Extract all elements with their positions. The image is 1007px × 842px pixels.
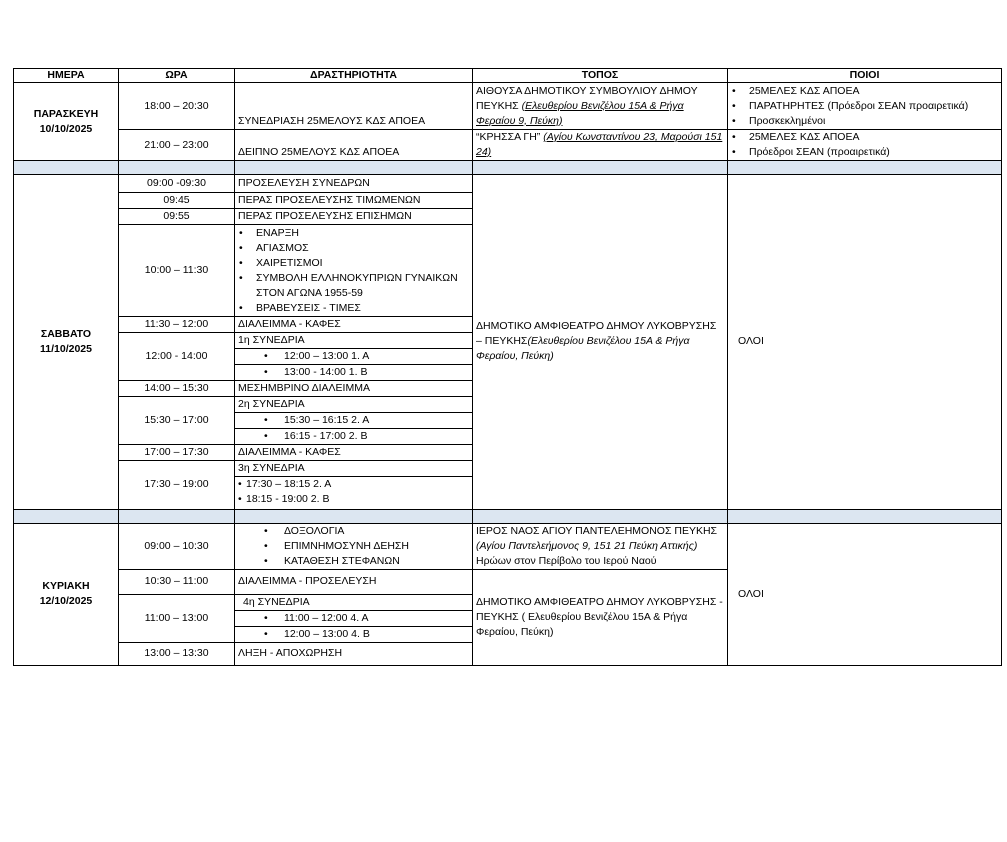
activity-cell xyxy=(235,225,473,317)
table-row xyxy=(14,175,1002,193)
time-cell: 11:00 – 13:00 xyxy=(119,594,235,642)
time-cell: 17:30 – 19:00 xyxy=(119,461,235,510)
list-item: • 11:00 – 12:00 4. Α xyxy=(238,611,469,626)
time-cell: 17:00 – 17:30 xyxy=(119,445,235,461)
list-item: • ΔΟΞΟΛΟΓΙΑ xyxy=(238,524,469,539)
session-item xyxy=(235,429,473,445)
place-note: Ηρώων στον Περίβολο του Ιερού Ναού xyxy=(476,554,657,567)
activity-cell: ΣΥΝΕΔΡΙΑΣΗ 25ΜΕΛΟΥΣ ΚΔΣ ΑΠΟΕΑ xyxy=(235,83,473,130)
list-item: • 12:00 – 13:00 4. Β xyxy=(238,627,469,642)
list-item: • ΣΥΜΒΟΛΗ ΕΛΛΗΝΟΚΥΠΡΙΩΝ ΓΥΝΑΙΚΩΝ ΣΤΟΝ ΑΓΩΝΑ 1955-59 xyxy=(238,271,469,301)
time-cell: 18:00 – 20:30 xyxy=(119,83,235,130)
place-address: (Αγίου Παντελεήμονος 9, 151 21 Πεύκη Αττικής) xyxy=(476,539,698,552)
session-item xyxy=(235,626,473,642)
session-title: 3η ΣΥΝΕΔΡΙΑ xyxy=(235,461,473,477)
day-name: ΠΑΡΑΣΚΕΥΗ xyxy=(33,107,99,120)
place-address: (Αγίου Κωνσταντίνου 23, Μαρούσι 151 24) xyxy=(476,131,723,158)
session-title: 2η ΣΥΝΕΔΡΙΑ xyxy=(235,397,473,413)
session-item xyxy=(235,349,473,365)
list-item: • ΕΝΑΡΞΗ xyxy=(238,226,469,241)
activity-cell: ΔΙΑΛΕΙΜΜΑ - ΠΡΟΣΕΛΕΥΣΗ xyxy=(235,569,473,594)
session-title: 1η ΣΥΝΕΔΡΙΑ xyxy=(235,333,473,349)
list-item: • ΒΡΑΒΕΥΣΕΙΣ - ΤΙΜΕΣ xyxy=(238,301,469,316)
list-item: • ΠΑΡΑΤΗΡΗΤΕΣ (Πρόεδροι ΣΕΑΝ προαιρετικά) xyxy=(731,99,998,114)
list-item: • ΕΠΙΜΝΗΜΟΣΥΝΗ ΔΕΗΣΗ xyxy=(238,539,469,554)
who-cell: ΟΛΟΙ xyxy=(728,523,1002,665)
activity-cell: ΔΙΑΛΕΙΜΜΑ - ΚΑΦΕΣ xyxy=(235,445,473,461)
time-cell: 10:00 – 11:30 xyxy=(119,225,235,317)
list-item: • 18:15 - 19:00 2. Β xyxy=(238,492,469,507)
time-cell: 09:00 -09:30 xyxy=(119,175,235,193)
header-place: ΤΟΠΟΣ xyxy=(473,69,728,83)
time-cell: 10:30 – 11:00 xyxy=(119,569,235,594)
table-row xyxy=(14,83,1002,130)
session-item xyxy=(235,477,473,493)
separator-row xyxy=(14,509,1002,523)
place-cell xyxy=(473,523,728,569)
activity-cell: ΜΕΣΗΜΒΡΙΝΟ ΔΙΑΛΕΙΜΜΑ xyxy=(235,381,473,397)
activity-cell: ΛΗΞΗ - ΑΠΟΧΩΡΗΣΗ xyxy=(235,642,473,665)
day-name: ΣΑΒΒΑΤΟ xyxy=(40,327,92,340)
time-cell: 13:00 – 13:30 xyxy=(119,642,235,665)
list-item: • Προσκεκλημένοι xyxy=(731,114,998,129)
header-who: ΠΟΙΟΙ xyxy=(728,69,1002,83)
list-item: • 25ΜΕΛΕΣ ΚΔΣ ΑΠΟΕΑ xyxy=(731,130,998,145)
table-row xyxy=(14,130,1002,161)
place-name: “ΚΡΗΣΣΑ ΓΗ” xyxy=(476,131,541,143)
list-item: • 13:00 - 14:00 1. Β xyxy=(238,365,469,380)
who-cell: ΟΛΟΙ xyxy=(728,175,1002,510)
list-item: • Πρόεδροι ΣΕΑΝ (προαιρετικά) xyxy=(731,145,998,160)
header-row xyxy=(14,69,1002,83)
time-cell: 09:55 xyxy=(119,209,235,225)
time-cell: 12:00 - 14:00 xyxy=(119,333,235,381)
time-cell: 09:00 – 10:30 xyxy=(119,523,235,569)
place-name: ΑΙΘΟΥΣΑ ΔΗΜΟΤΙΚΟΥ ΣΥΜΒΟΥΛΙΟΥ ΔΗΜΟΥ ΠΕΥΚΗΣ xyxy=(476,84,698,112)
day-date: 10/10/2025 xyxy=(39,122,93,135)
list-item: • ΧΑΙΡΕΤΙΣΜΟΙ xyxy=(238,256,469,271)
header-time: ΩΡΑ xyxy=(119,69,235,83)
list-item: • ΚΑΤΑΘΕΣΗ ΣΤΕΦΑΝΩΝ xyxy=(238,554,469,569)
day-date: 12/10/2025 xyxy=(39,595,93,607)
session-title: 4η ΣΥΝΕΔΡΙΑ xyxy=(235,594,473,610)
activity-cell: ΔΕΙΠΝΟ 25ΜΕΛΟΥΣ ΚΔΣ ΑΠΟΕΑ xyxy=(235,130,473,161)
place-address: (Ελευθερίου Βενιζέλου 15Α & Ρήγα Φεραίου, Πεύκη) xyxy=(476,335,690,363)
activity-cell: ΠΡΟΣΕΛΕΥΣΗ ΣΥΝΕΔΡΩΝ xyxy=(235,175,473,193)
place-cell xyxy=(473,130,728,161)
who-cell xyxy=(728,83,1002,130)
place-cell xyxy=(473,83,728,130)
session-item xyxy=(235,610,473,626)
list-item: • 12:00 – 13:00 1. Α xyxy=(238,349,469,364)
opening-list xyxy=(238,226,469,316)
list-item: • 15:30 – 16:15 2. Α xyxy=(238,413,469,428)
day-cell-saturday xyxy=(14,175,119,510)
activity-cell: ΔΙΑΛΕΙΜΜΑ - ΚΑΦΕΣ xyxy=(235,317,473,333)
place-cell xyxy=(473,175,728,510)
time-cell: 14:00 – 15:30 xyxy=(119,381,235,397)
who-list xyxy=(731,84,998,129)
time-cell: 21:00 – 23:00 xyxy=(119,130,235,161)
day-name: ΚΥΡΙΑΚΗ xyxy=(42,580,90,592)
place-cell: ΔΗΜΟΤΙΚΟ ΑΜΦΙΘΕΑΤΡΟ ΔΗΜΟΥ ΛΥΚΟΒΡΥΣΗΣ - ΠΕΥΚΗΣ ( Ελευθερίου Βενιζέλου 15Α & Ρήγα Φεραίου, Πεύκη) xyxy=(473,569,728,665)
activity-cell xyxy=(235,523,473,569)
list-item: • 16:15 - 17:00 2. Β xyxy=(238,429,469,444)
time-cell: 15:30 – 17:00 xyxy=(119,397,235,445)
time-cell: 09:45 xyxy=(119,193,235,209)
who-cell xyxy=(728,130,1002,161)
place-name: ΔΗΜΟΤΙΚΟ ΑΜΦΙΘΕΑΤΡΟ ΔΗΜΟΥ ΛΥΚΟΒΡΥΣΗΣ – ΠΕΥΚΗΣ xyxy=(476,320,717,348)
header-activity: ΔΡΑΣΤΗΡΙΟΤΗΤΑ xyxy=(235,69,473,83)
who-list xyxy=(731,130,998,160)
activity-cell: ΠΕΡΑΣ ΠΡΟΣΕΛΕΥΣΗΣ ΕΠΙΣΗΜΩΝ xyxy=(235,209,473,225)
church-list xyxy=(238,524,469,569)
session-item xyxy=(235,492,473,509)
day-cell-sunday xyxy=(14,523,119,665)
list-item: • 17:30 – 18:15 2. Α xyxy=(238,477,469,492)
time-cell: 11:30 – 12:00 xyxy=(119,317,235,333)
separator-row xyxy=(14,161,1002,175)
activity-cell: ΠΕΡΑΣ ΠΡΟΣΕΛΕΥΣΗΣ ΤΙΜΩΜΕΝΩΝ xyxy=(235,193,473,209)
day-cell-friday xyxy=(14,83,119,161)
session-item xyxy=(235,413,473,429)
day-date: 11/10/2025 xyxy=(40,342,92,355)
place-name: ΙΕΡΟΣ ΝΑΟΣ ΑΓΙΟΥ ΠΑΝΤΕΛΕΗΜΟΝΟΣ ΠΕΥΚΗΣ xyxy=(476,524,718,537)
list-item: • 25ΜΕΛΕΣ ΚΔΣ ΑΠΟΕΑ xyxy=(731,84,998,99)
schedule-table xyxy=(13,68,1002,666)
header-day: ΗΜΕΡΑ xyxy=(14,69,119,83)
place-address: (Ελευθερίου Βενιζέλου 15Α & Ρήγα Φεραίου 9, Πεύκη) xyxy=(476,99,684,127)
list-item: • ΑΓΙΑΣΜΟΣ xyxy=(238,241,469,256)
session-item xyxy=(235,365,473,381)
table-row xyxy=(14,523,1002,569)
